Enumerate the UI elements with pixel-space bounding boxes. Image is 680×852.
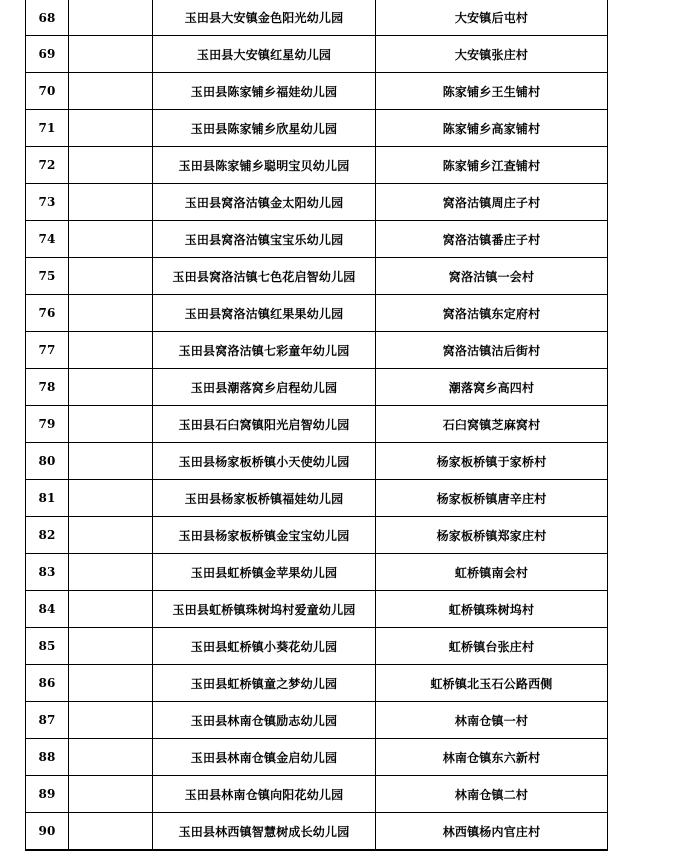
- empty-cell: [69, 406, 153, 443]
- row-number-cell: 89: [26, 776, 69, 813]
- row-number-cell: 76: [26, 295, 69, 332]
- location-cell: 陈家铺乡高家铺村: [376, 110, 608, 147]
- table-row: [26, 0, 608, 36]
- location-cell: 林西镇杨内官庄村: [376, 813, 608, 851]
- table-row: [26, 73, 608, 110]
- empty-cell: [69, 110, 153, 147]
- empty-cell: [69, 369, 153, 406]
- table-row: [26, 443, 608, 480]
- empty-cell: [69, 36, 153, 73]
- table-row: [26, 221, 608, 258]
- empty-cell: [69, 443, 153, 480]
- kindergarten-name-cell: 玉田县林南仓镇金启幼儿园: [153, 739, 376, 776]
- location-cell: 林南仓镇东六新村: [376, 739, 608, 776]
- empty-cell: [69, 480, 153, 517]
- table-row: [26, 665, 608, 702]
- table-row: [26, 147, 608, 184]
- table-row: [26, 36, 608, 73]
- location-cell: 虹桥镇珠树坞村: [376, 591, 608, 628]
- empty-cell: [69, 591, 153, 628]
- location-cell: 杨家板桥镇于家桥村: [376, 443, 608, 480]
- table-row: [26, 480, 608, 517]
- table-row: [26, 628, 608, 665]
- location-cell: 虹桥镇北玉石公路西侧: [376, 665, 608, 702]
- row-number-cell: 82: [26, 517, 69, 554]
- empty-cell: [69, 73, 153, 110]
- kindergarten-name-cell: 玉田县大安镇金色阳光幼儿园: [153, 0, 376, 36]
- empty-cell: [69, 665, 153, 702]
- row-number-cell: 74: [26, 221, 69, 258]
- kindergarten-name-cell: 玉田县虹桥镇童之梦幼儿园: [153, 665, 376, 702]
- empty-cell: [69, 147, 153, 184]
- kindergarten-name-cell: 玉田县虹桥镇金苹果幼儿园: [153, 554, 376, 591]
- location-cell: 陈家铺乡王生铺村: [376, 73, 608, 110]
- empty-cell: [69, 739, 153, 776]
- table-body: [26, 0, 608, 850]
- kindergarten-name-cell: 玉田县窝洛沽镇红果果幼儿园: [153, 295, 376, 332]
- table-row: [26, 295, 608, 332]
- table-row: [26, 258, 608, 295]
- row-number-cell: 70: [26, 73, 69, 110]
- kindergarten-name-cell: 玉田县陈家铺乡福娃幼儿园: [153, 73, 376, 110]
- kindergarten-name-cell: 玉田县窝洛沽镇七彩童年幼儿园: [153, 332, 376, 369]
- row-number-cell: 77: [26, 332, 69, 369]
- kindergarten-name-cell: 玉田县杨家板桥镇福娃幼儿园: [153, 480, 376, 517]
- table-row: [26, 776, 608, 813]
- row-number-cell: 69: [26, 36, 69, 73]
- row-number-cell: 84: [26, 591, 69, 628]
- location-cell: 窝洛沽镇周庄子村: [376, 184, 608, 221]
- empty-cell: [69, 332, 153, 369]
- location-cell: 杨家板桥镇郑家庄村: [376, 517, 608, 554]
- location-cell: 大安镇后屯村: [376, 0, 608, 36]
- empty-cell: [69, 258, 153, 295]
- document-page: [25, 0, 607, 848]
- row-number-cell: 71: [26, 110, 69, 147]
- kindergarten-table: [25, 0, 608, 851]
- table-row: [26, 184, 608, 221]
- kindergarten-name-cell: 玉田县窝洛沽镇宝宝乐幼儿园: [153, 221, 376, 258]
- kindergarten-name-cell: 玉田县大安镇红星幼儿园: [153, 36, 376, 73]
- row-number-cell: 87: [26, 702, 69, 739]
- empty-cell: [69, 554, 153, 591]
- location-cell: 大安镇张庄村: [376, 36, 608, 73]
- row-number-cell: 81: [26, 480, 69, 517]
- kindergarten-name-cell: 玉田县虹桥镇珠树坞村爱童幼儿园: [153, 591, 376, 628]
- location-cell: 林南仓镇一村: [376, 702, 608, 739]
- location-cell: 虹桥镇台张庄村: [376, 628, 608, 665]
- location-cell: 陈家铺乡江查铺村: [376, 147, 608, 184]
- row-number-cell: 78: [26, 369, 69, 406]
- kindergarten-name-cell: 玉田县林南仓镇励志幼儿园: [153, 702, 376, 739]
- kindergarten-name-cell: 玉田县石臼窝镇阳光启智幼儿园: [153, 406, 376, 443]
- kindergarten-name-cell: 玉田县杨家板桥镇小天使幼儿园: [153, 443, 376, 480]
- kindergarten-name-cell: 玉田县杨家板桥镇金宝宝幼儿园: [153, 517, 376, 554]
- row-number-cell: 68: [26, 0, 69, 36]
- row-number-cell: 86: [26, 665, 69, 702]
- location-cell: 林南仓镇二村: [376, 776, 608, 813]
- row-number-cell: 72: [26, 147, 69, 184]
- location-cell: 潮落窝乡高四村: [376, 369, 608, 406]
- empty-cell: [69, 221, 153, 258]
- kindergarten-name-cell: 玉田县潮落窝乡启程幼儿园: [153, 369, 376, 406]
- empty-cell: [69, 0, 153, 36]
- location-cell: 杨家板桥镇唐辛庄村: [376, 480, 608, 517]
- table-row: [26, 554, 608, 591]
- table-row: [26, 332, 608, 369]
- row-number-cell: 75: [26, 258, 69, 295]
- table-row: [26, 813, 608, 851]
- row-number-cell: 73: [26, 184, 69, 221]
- row-number-cell: 85: [26, 628, 69, 665]
- location-cell: 窝洛沽镇东定府村: [376, 295, 608, 332]
- empty-cell: [69, 776, 153, 813]
- empty-cell: [69, 517, 153, 554]
- table-row: [26, 517, 608, 554]
- kindergarten-name-cell: 玉田县陈家铺乡聪明宝贝幼儿园: [153, 147, 376, 184]
- empty-cell: [69, 813, 153, 851]
- empty-cell: [69, 184, 153, 221]
- table-row: [26, 110, 608, 147]
- location-cell: 窝洛沽镇沽后街村: [376, 332, 608, 369]
- kindergarten-name-cell: 玉田县陈家铺乡欣星幼儿园: [153, 110, 376, 147]
- kindergarten-name-cell: 玉田县虹桥镇小葵花幼儿园: [153, 628, 376, 665]
- empty-cell: [69, 295, 153, 332]
- kindergarten-name-cell: 玉田县窝洛沽镇七色花启智幼儿园: [153, 258, 376, 295]
- kindergarten-name-cell: 玉田县窝洛沽镇金太阳幼儿园: [153, 184, 376, 221]
- location-cell: 窝洛沽镇番庄子村: [376, 221, 608, 258]
- location-cell: 窝洛沽镇一会村: [376, 258, 608, 295]
- row-number-cell: 80: [26, 443, 69, 480]
- row-number-cell: 90: [26, 813, 69, 851]
- table-row: [26, 406, 608, 443]
- table-row: [26, 739, 608, 776]
- table-row: [26, 369, 608, 406]
- location-cell: 虹桥镇南会村: [376, 554, 608, 591]
- row-number-cell: 79: [26, 406, 69, 443]
- empty-cell: [69, 702, 153, 739]
- location-cell: 石臼窝镇芝麻窝村: [376, 406, 608, 443]
- row-number-cell: 88: [26, 739, 69, 776]
- table-row: [26, 591, 608, 628]
- row-number-cell: 83: [26, 554, 69, 591]
- kindergarten-name-cell: 玉田县林西镇智慧树成长幼儿园: [153, 813, 376, 851]
- table-row: [26, 702, 608, 739]
- kindergarten-name-cell: 玉田县林南仓镇向阳花幼儿园: [153, 776, 376, 813]
- empty-cell: [69, 628, 153, 665]
